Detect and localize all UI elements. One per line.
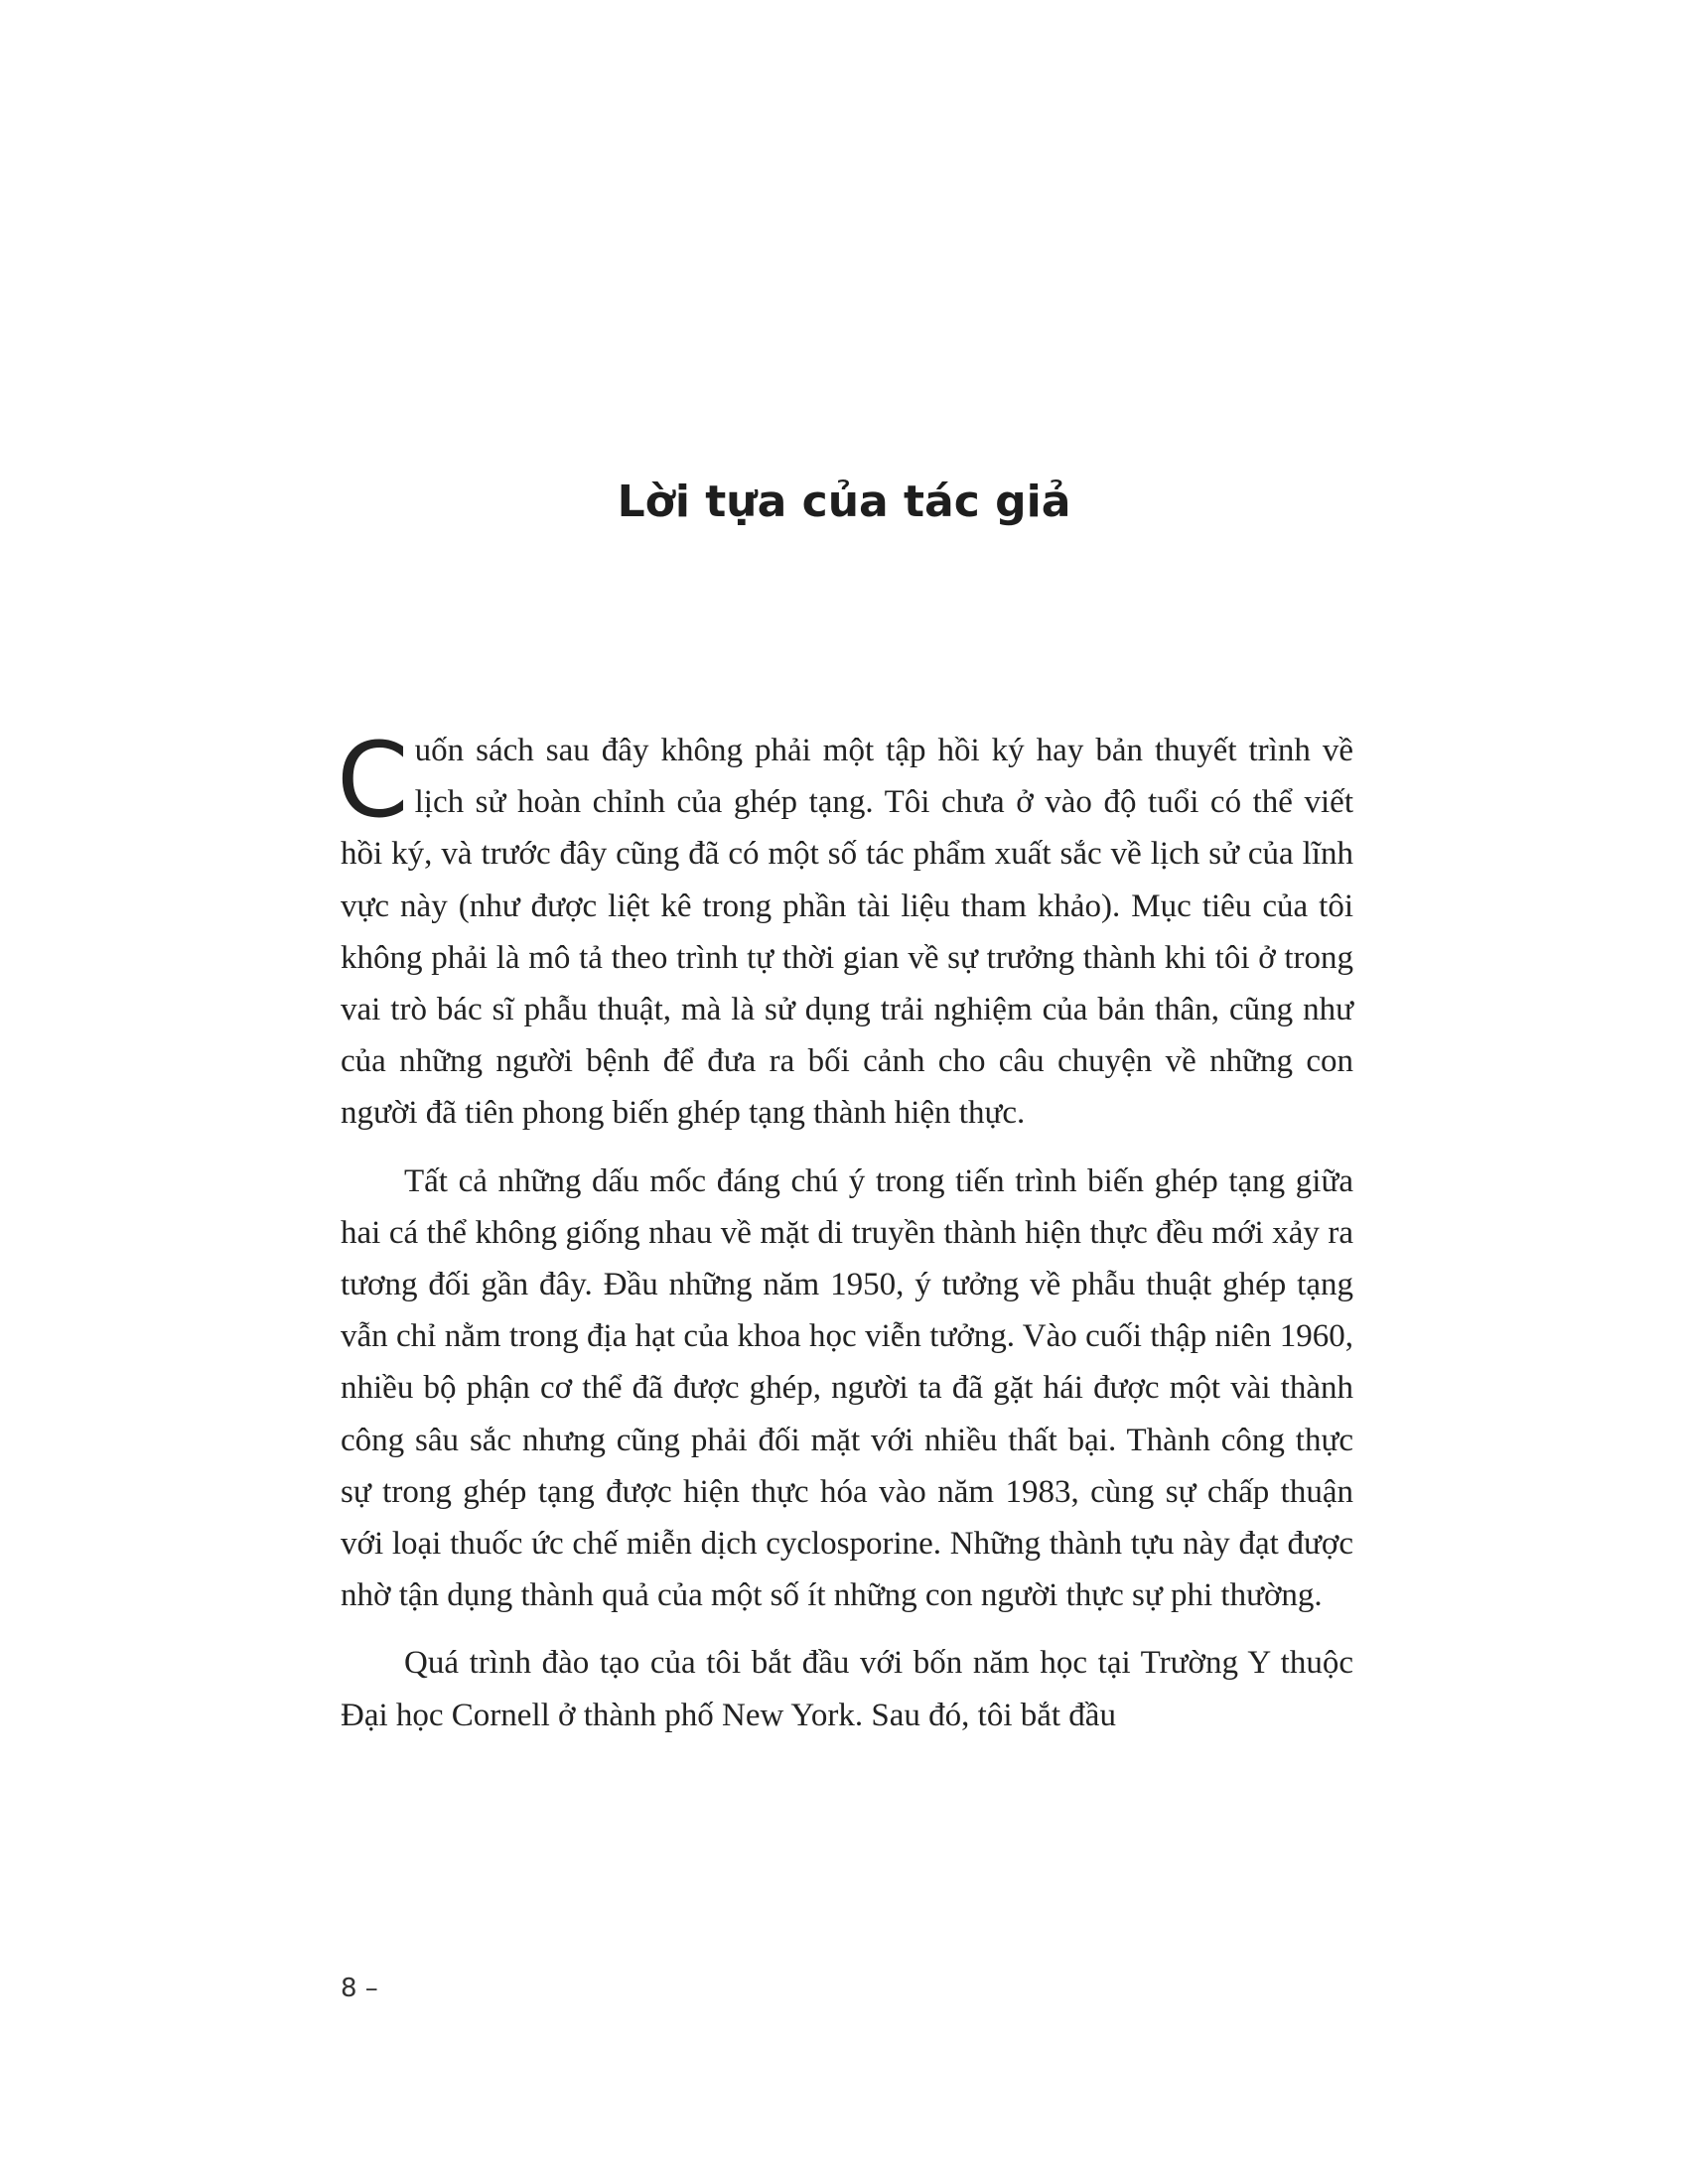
paragraph-2: Tất cả những dấu mốc đáng chú ý trong tiến trình biến ghép tạng giữa hai cá thể không giống nhau về mặt di truyền thành hiện thực đều mới xảy ra tương đối gần đây. Đầu những năm 1950, ý tưởng về phẫu thuật ghép tạng vẫn chỉ nằm trong địa hạt của khoa học viễn tưởng. Vào cuối thập niên 1960, nhiều bộ phận cơ thể đã được ghép, người ta đã gặt hái được một vài thành công sâu sắc nhưng cũng phải đối mặt với nhiều thất bại. Thành công thực sự trong ghép tạng được hiện thực hóa vào năm 1983, cùng sự chấp thuận với loại thuốc ức chế miễn dịch cyclosporine. Những thành tựu này đạt được nhờ tận dụng thành quả của một số ít những con người thực sự phi thường.	[341, 1162, 1353, 1614]
paragraph-1	[337, 720, 1353, 1140]
body-text	[337, 720, 1353, 1757]
drop-cap: C	[337, 720, 409, 841]
paragraph-3: Quá trình đào tạo của tôi bắt đầu với bốn năm học tại Trường Y thuộc Đại học Cornell ở thành phố New York. Sau đó, tôi bắt đầu	[341, 1645, 1353, 1733]
paragraph-1-text: uốn sách sau đây không phải một tập hồi ký hay bản thuyết trình về lịch sử hoàn chỉnh của ghép tạng. Tôi chưa ở vào độ tuổi có thể viết hồi ký, và trước đây cũng đã có một số tác phẩm xuất sắc về lịch sử của lĩnh vực này (như được liệt kê trong phần tài liệu tham khảo). Mục tiêu của tôi không phải là mô tả theo trình tự thời gian về sự trưởng thành khi tôi ở trong vai trò bác sĩ phẫu thuật, mà là sử dụng trải nghiệm của bản thân, cũng như của những người bệnh để đưa ra bối cảnh cho câu chuyện về những con người đã tiên phong biến ghép tạng thành hiện thực.	[341, 733, 1353, 1132]
page-number: 8 –	[341, 1974, 378, 2003]
chapter-title: Lời tựa của tác giả	[617, 477, 1071, 527]
